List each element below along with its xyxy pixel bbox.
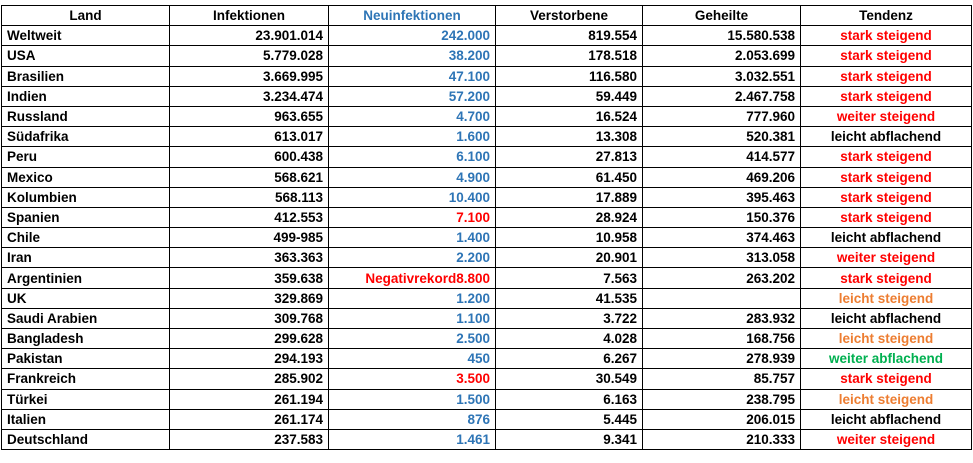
cell-geheilte: 469.206 [643,167,801,187]
cell-land: Saudi Arabien [2,308,170,328]
cell-neuinfektionen-value: 2.500 [456,331,490,347]
cell-tendenz: stark steigend [801,86,972,106]
cell-tendenz: leicht steigend [801,329,972,349]
table-row [2,329,972,349]
cell-land: Spanien [2,207,170,227]
cell-geheilte: 283.932 [643,308,801,328]
cell-neuinfektionen-value: 1.461 [456,432,490,448]
cell-geheilte: 520.381 [643,127,801,147]
cell-verstorbene: 17.889 [496,187,643,207]
table-row [2,187,972,207]
cell-geheilte: 395.463 [643,187,801,207]
cell-verstorbene: 6.267 [496,349,643,369]
cell-neuinfektionen [329,86,496,106]
cell-neuinfektionen [329,369,496,389]
cell-infektionen: 5.779.028 [170,46,329,66]
cell-geheilte: 263.202 [643,268,801,288]
cell-infektionen: 261.174 [170,409,329,429]
cell-neuinfektionen [329,308,496,328]
cell-geheilte [643,288,801,308]
cell-geheilte: 238.795 [643,389,801,409]
cell-neuinfektionen-value: 4.700 [456,109,490,125]
cell-neuinfektionen [329,349,496,369]
cell-verstorbene: 61.450 [496,167,643,187]
table-row [2,147,972,167]
cell-infektionen: 613.017 [170,127,329,147]
cell-verstorbene: 819.554 [496,26,643,46]
cell-infektionen: 568.113 [170,187,329,207]
cell-tendenz: weiter steigend [801,106,972,126]
cell-neuinfektionen-value: 6.100 [456,149,490,165]
cell-geheilte: 777.960 [643,106,801,126]
cell-geheilte: 414.577 [643,147,801,167]
cell-land: Deutschland [2,429,170,449]
cell-tendenz: leicht abflachend [801,308,972,328]
cell-land: Peru [2,147,170,167]
cell-verstorbene: 41.535 [496,288,643,308]
cell-neuinfektionen [329,167,496,187]
cell-geheilte: 278.939 [643,349,801,369]
cell-neuinfektionen [329,389,496,409]
table-body [2,26,972,450]
cell-neuinfektionen [329,228,496,248]
covid-statistics-table [1,5,972,450]
cell-land: Pakistan [2,349,170,369]
cell-verstorbene: 30.549 [496,369,643,389]
cell-neuinfektionen [329,207,496,227]
cell-infektionen: 568.621 [170,167,329,187]
cell-land: Bangladesh [2,329,170,349]
table-row [2,389,972,409]
cell-tendenz: stark steigend [801,369,972,389]
cell-neuinfektionen-value: 47.100 [448,68,490,84]
cell-neuinfektionen [329,268,496,288]
cell-neuinfektionen [329,429,496,449]
cell-infektionen: 3.669.995 [170,66,329,86]
cell-verstorbene: 178.518 [496,46,643,66]
cell-verstorbene: 13.308 [496,127,643,147]
cell-tendenz: stark steigend [801,46,972,66]
cell-infektionen: 600.438 [170,147,329,167]
cell-tendenz: stark steigend [801,66,972,86]
cell-neuinfektionen-value: 3.500 [456,371,490,387]
cell-infektionen: 963.655 [170,106,329,126]
cell-verstorbene: 10.958 [496,228,643,248]
cell-verstorbene: 3.722 [496,308,643,328]
cell-neuinfektionen [329,187,496,207]
table-row [2,26,972,46]
cell-neuinfektionen [329,46,496,66]
cell-neuinfektionen-value: 450 [467,351,490,367]
cell-infektionen: 299.628 [170,329,329,349]
cell-land: USA [2,46,170,66]
cell-land: Weltweit [2,26,170,46]
cell-infektionen: 412.553 [170,207,329,227]
cell-infektionen: 329.869 [170,288,329,308]
cell-neuinfektionen-value: 242.000 [441,28,490,44]
cell-neuinfektionen-value: 2.200 [456,250,490,266]
cell-verstorbene: 116.580 [496,66,643,86]
cell-land: Italien [2,409,170,429]
cell-neuinfektionen-value: 57.200 [448,88,490,104]
cell-tendenz: stark steigend [801,207,972,227]
cell-neuinfektionen [329,248,496,268]
cell-tendenz: stark steigend [801,147,972,167]
cell-neuinfektionen-value: 1.200 [456,290,490,306]
cell-land: Russland [2,106,170,126]
table-row [2,349,972,369]
cell-tendenz: leicht abflachend [801,127,972,147]
cell-neuinfektionen [329,127,496,147]
cell-neuinfektionen [329,106,496,126]
cell-neuinfektionen-value: 8.800 [456,270,490,286]
header-land: Land [2,6,170,26]
table-row [2,86,972,106]
cell-land: Türkei [2,389,170,409]
header-infektionen: Infektionen [170,6,329,26]
cell-infektionen: 285.902 [170,369,329,389]
cell-neuinfektionen-value: 1.500 [456,391,490,407]
table-row [2,46,972,66]
cell-infektionen: 499-985 [170,228,329,248]
cell-neuinfektionen-value: 1.100 [456,310,490,326]
cell-neuinfektionen [329,409,496,429]
cell-neuinfektionen [329,147,496,167]
cell-geheilte: 150.376 [643,207,801,227]
cell-land: Argentinien [2,268,170,288]
table-row [2,127,972,147]
cell-infektionen: 294.193 [170,349,329,369]
cell-land: Brasilien [2,66,170,86]
cell-neuinfektionen-value: 38.200 [448,48,490,64]
cell-neuinfektionen-value: 7.100 [456,209,490,225]
cell-infektionen: 3.234.474 [170,86,329,106]
cell-neuinfektionen [329,329,496,349]
cell-verstorbene: 27.813 [496,147,643,167]
cell-neuinfektionen-value: 876 [467,411,490,427]
cell-land: Chile [2,228,170,248]
table-row [2,369,972,389]
cell-verstorbene: 7.563 [496,268,643,288]
cell-land: Iran [2,248,170,268]
cell-neuinfektionen [329,288,496,308]
table-row [2,429,972,449]
cell-tendenz: leicht abflachend [801,409,972,429]
cell-neuinfektionen-note: Negativrekord [365,270,457,286]
header-row [2,6,972,26]
cell-infektionen: 309.768 [170,308,329,328]
cell-tendenz: weiter steigend [801,429,972,449]
cell-infektionen: 261.194 [170,389,329,409]
cell-geheilte: 210.333 [643,429,801,449]
cell-tendenz: stark steigend [801,26,972,46]
cell-geheilte: 168.756 [643,329,801,349]
cell-tendenz: leicht steigend [801,389,972,409]
cell-geheilte: 85.757 [643,369,801,389]
cell-verstorbene: 59.449 [496,86,643,106]
cell-neuinfektionen-value: 4.900 [456,169,490,185]
cell-geheilte: 3.032.551 [643,66,801,86]
table-row [2,106,972,126]
cell-verstorbene: 16.524 [496,106,643,126]
cell-tendenz: weiter steigend [801,248,972,268]
cell-tendenz: leicht abflachend [801,228,972,248]
cell-land: Kolumbien [2,187,170,207]
cell-geheilte: 2.467.758 [643,86,801,106]
table-row [2,167,972,187]
table-row [2,288,972,308]
cell-geheilte: 206.015 [643,409,801,429]
table-row [2,409,972,429]
cell-verstorbene: 4.028 [496,329,643,349]
cell-land: Frankreich [2,369,170,389]
cell-neuinfektionen-value: 10.400 [448,189,490,205]
cell-infektionen: 237.583 [170,429,329,449]
header-tendenz: Tendenz [801,6,972,26]
cell-verstorbene: 9.341 [496,429,643,449]
cell-geheilte: 15.580.538 [643,26,801,46]
cell-tendenz: weiter abflachend [801,349,972,369]
cell-verstorbene: 6.163 [496,389,643,409]
cell-neuinfektionen [329,26,496,46]
header-verstorbene: Verstorbene [496,6,643,26]
table-row [2,66,972,86]
cell-geheilte: 313.058 [643,248,801,268]
table-row [2,228,972,248]
cell-land: Südafrika [2,127,170,147]
cell-tendenz: leicht steigend [801,288,972,308]
table-row [2,207,972,227]
cell-verstorbene: 5.445 [496,409,643,429]
table-row [2,268,972,288]
table-row [2,248,972,268]
cell-verstorbene: 20.901 [496,248,643,268]
cell-land: Mexico [2,167,170,187]
cell-infektionen: 363.363 [170,248,329,268]
cell-neuinfektionen-value: 1.400 [456,230,490,246]
cell-tendenz: stark steigend [801,167,972,187]
cell-infektionen: 23.901.014 [170,26,329,46]
cell-land: UK [2,288,170,308]
cell-neuinfektionen-value: 1.600 [456,129,490,145]
cell-land: Indien [2,86,170,106]
header-neuinfektionen: Neuinfektionen [329,6,496,26]
cell-verstorbene: 28.924 [496,207,643,227]
cell-tendenz: stark steigend [801,187,972,207]
cell-infektionen: 359.638 [170,268,329,288]
table-row [2,308,972,328]
cell-geheilte: 2.053.699 [643,46,801,66]
cell-geheilte: 374.463 [643,228,801,248]
cell-tendenz: stark steigend [801,268,972,288]
header-geheilte: Geheilte [643,6,801,26]
cell-neuinfektionen [329,66,496,86]
